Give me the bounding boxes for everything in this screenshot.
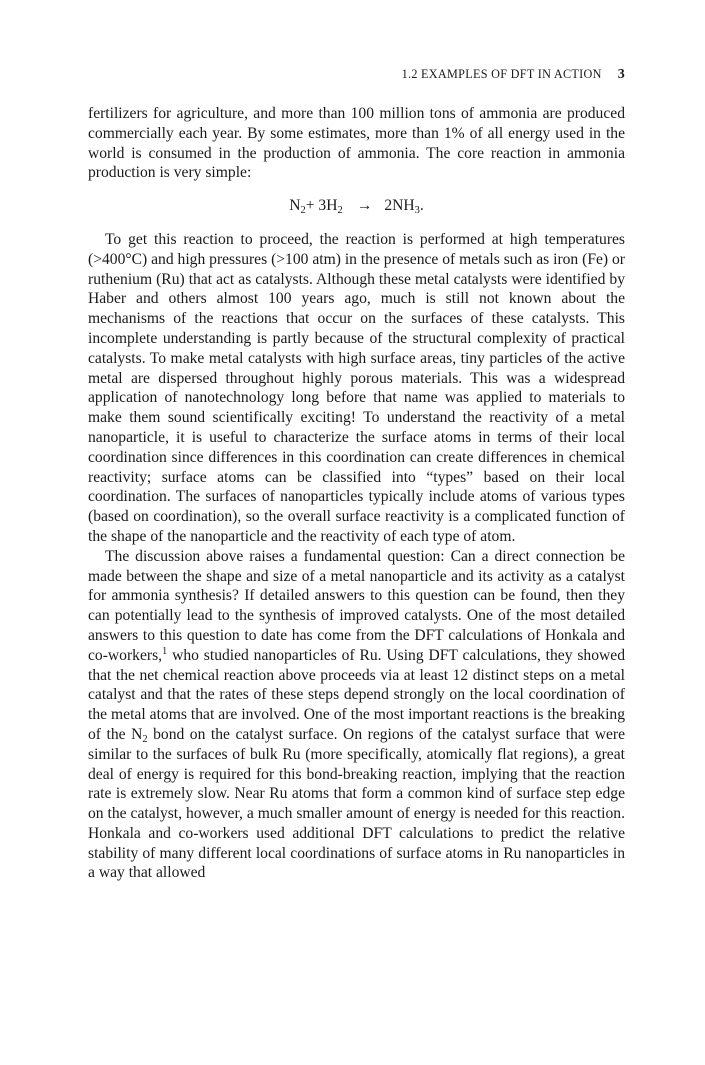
paragraph-1: fertilizers for agriculture, and more than 100 million tons of ammonia are produced commercially each year. By some estimates, more than 1% of all energy used in the world is consumed in the production of ammonia. The core reaction in ammonia production is very simple: xyxy=(88,105,625,182)
page-number: 3 xyxy=(617,67,625,82)
reaction-arrow: → xyxy=(356,197,373,215)
reference-superscript: 1 xyxy=(162,645,168,657)
section-title: 1.2 EXAMPLES OF DFT IN ACTION xyxy=(401,67,602,81)
reaction-equation xyxy=(88,196,625,216)
body-text xyxy=(88,104,625,883)
paragraph-3: The discussion above raises a fundamental question: Can a direct connection be made between the shape and size of a metal nanoparticle and its activity as a catalyst for ammonia synthesis? If detailed answers to this question can be found, then they can potentially lead to the synthesis of improved catalysts. One of the most detailed answers to this question to date has come from the DFT calculations of Honkala and co-workers,$^1$ who studied nanoparticles of Ru. Using DFT calculations, they showed that the net chemical reaction above proceeds via at least 12 distinct steps on a metal catalyst and that the rates of these steps depend strongly on the local coordination of the metal atoms that are involved. One of the most important reactions is the breaking of the $N_2$ bond on the catalyst surface. On regions of the catalyst surface that were similar to the surfaces of bulk Ru (more specifically, atomically flat regions), a great deal of energy is required for this bond-breaking reaction, implying that the reaction rate is extremely slow. Near Ru atoms that form a common kind of surface step edge on the catalyst, however, a much smaller amount of energy is needed for this reaction. Honkala and co-workers used additional DFT calculations to predict the relative stability of many different local coordinations of surface atoms in Ru nanoparticles in a way that allowed xyxy=(88,547,625,882)
running-head xyxy=(402,67,625,83)
equation-product: $2NH_3$. xyxy=(384,197,424,217)
paragraph-2: To get this reaction to proceed, the reaction is performed at high temperatures (>400°C) and high pressures (>100 atm) in the presence of metals such as iron (Fe) or ruthenium (Ru) that act as catalysts. Although these metal catalysts were identified by Haber and others almost 100 years ago, much is still not known about the mechanisms of the reactions that occur on the surfaces of these catalysts. This incomplete understanding is partly because of the structural complexity of practical catalysts. To make metal catalysts with high surface areas, tiny particles of the active metal are dispersed throughout highly porous materials. This was a widespread application of nanotechnology long before that name was applied to materials to make them sound scientifically exciting! To understand the reactivity of a metal nanoparticle, it is useful to characterize the surface atoms in terms of their local coordination since differences in this coordination can create differences in chemical reactivity; surface atoms can be classified into “types” based on their local coordination. The surfaces of nanoparticles typically include atoms of various types (based on coordination), so the overall surface reactivity is a complicated function of the shape of the nanoparticle and the reactivity of each type of atom. xyxy=(88,230,625,545)
equation-reactants: $N_2+ 3H_2$ xyxy=(289,197,343,217)
